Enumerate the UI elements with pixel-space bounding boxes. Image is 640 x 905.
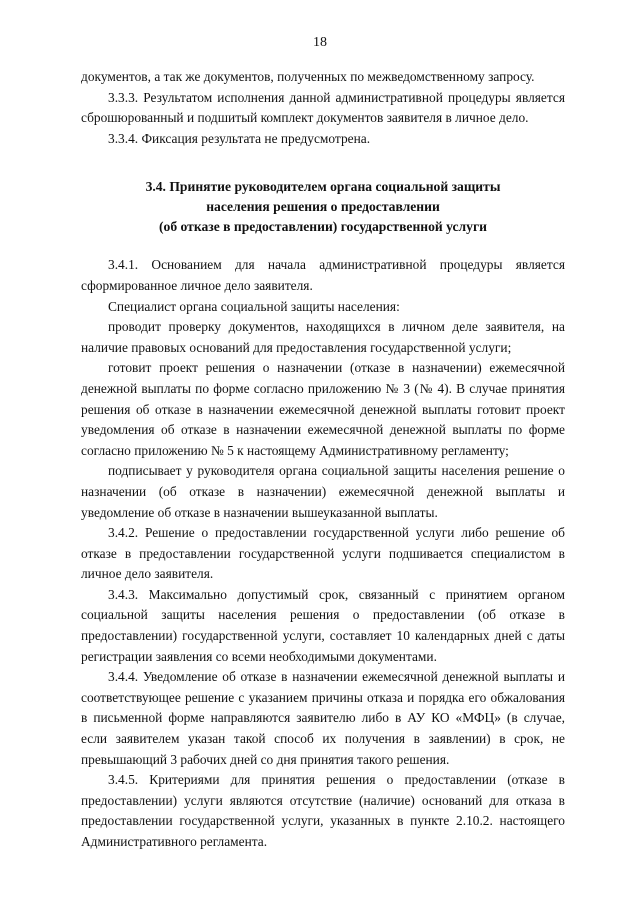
paragraph-3-4-1: 3.4.1. Основанием для начала административной процедуры является сформированное личное дело заявителя. — [81, 257, 565, 293]
paragraph-3-4-4: 3.4.4. Уведомление об отказе в назначении ежемесячной денежной выплаты и соответствующее решение с указанием причины отказа и порядка его обжалования в письменной форме направляются заявителю либо в АУ КО «МФЦ» (в случае, если заявителем указан такой способ их получения в заявлении) в срок, не превышающий 3 рабочих дней со дня принятия такого решения. — [81, 669, 565, 767]
heading-line-1: 3.4. Принятие руководителем органа социальной защиты — [145, 179, 501, 195]
paragraph-sign-decision: подписывает у руководителя органа социальной защиты населения решение о назначении (об отказе в назначении) ежемесячной денежной выплаты и уведомление об отказе в назначении вышеуказанной выплаты. — [81, 463, 565, 520]
paragraph-continuation: документов, а так же документов, полученных по межведомственному запросу. — [81, 69, 535, 84]
section-heading-3-4 — [81, 177, 565, 237]
heading-line-3: (об отказе в предоставлении) государственной услуги — [159, 219, 487, 235]
paragraph-3-4-3: 3.4.3. Максимально допустимый срок, связанный с принятием органом социальной защиты населения решения о предоставлении (об отказе в предоставлении) государственной услуги, составляет 10 календарных дней с даты регистрации заявления со всеми необходимыми документами. — [81, 586, 565, 664]
paragraph-3-4-2: 3.4.2. Решение о предоставлении государственной услуги либо решение об отказе в предоставлении государственной услуги подшивается специалистом в личное дело заявителя. — [81, 525, 565, 582]
paragraph-draft-decision: готовит проект решения о назначении (отказе в назначении) ежемесячной денежной выплаты по форме согласно приложению № 3 (№ 4). В случае принятия решения об отказе в назначении ежемесячной денежной выплаты готовит проект уведомления об отказе в назначении ежемесячной денежной выплаты по форме согласно приложению № 5 к настоящему Административному регламенту; — [81, 360, 565, 458]
heading-line-2: населения решения о предоставлении — [206, 199, 440, 215]
paragraph-check-documents: проводит проверку документов, находящихся в личном деле заявителя, на наличие правовых оснований для предоставления государственной услуги; — [81, 319, 565, 355]
paragraph-3-4-5: 3.4.5. Критериями для принятия решения о предоставлении (отказе в предоставлении) услуги являются отсутствие (наличие) оснований для отказа в предоставлении государственной услуги, указанных в пункте 2.10.2. настоящего Административного регламента. — [81, 772, 565, 849]
document-body — [81, 67, 565, 853]
page-number: 18 — [313, 35, 327, 50]
paragraph-3-3-4: 3.3.4. Фиксация результата не предусмотрена. — [108, 130, 371, 146]
paragraph-specialist: Специалист органа социальной защиты населения: — [108, 298, 400, 314]
paragraph-3-3-3: 3.3.3. Результатом исполнения данной административной процедуры является сброшюрованный и подшитый комплект документов заявителя в личное дело. — [81, 89, 565, 126]
